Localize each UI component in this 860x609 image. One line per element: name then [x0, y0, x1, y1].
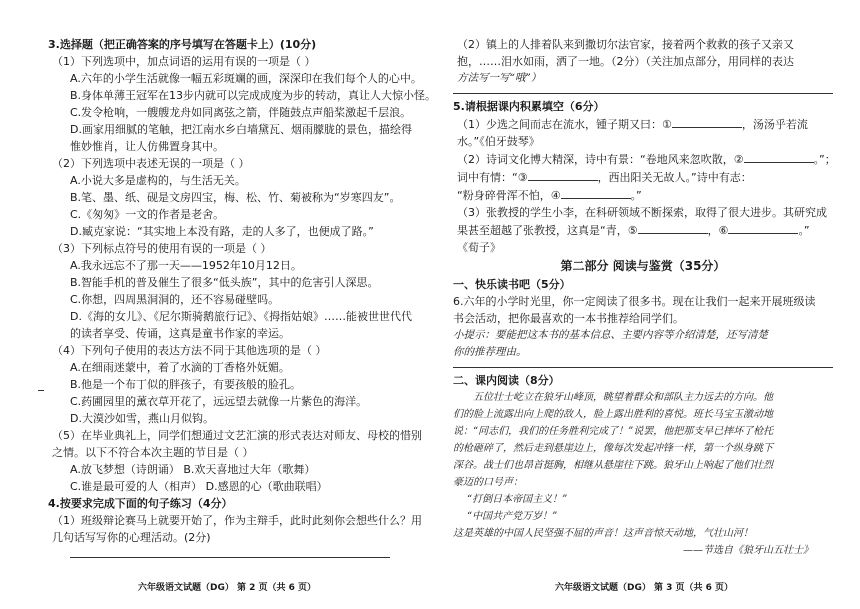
q6-line-1: 6.六年的小学时光里，你一定阅读了很多书。现在让我们一起来开展班级读: [453, 295, 816, 308]
passage-last: 这是英雄的中国人民坚强不屈的声音！这声音惊天动地，气壮山河！: [453, 528, 753, 539]
page-2-line: A.小说大多是虚构的，与生活无关。: [70, 174, 246, 187]
page-2-content: [48, 36, 437, 546]
page-2-line: 之情。以下不符合本次主题的节目是（ ）: [52, 446, 254, 459]
q5-line-2: 水。”《伯牙鼓琴》: [457, 135, 540, 148]
q5-line-7: 果甚至超越了张教授，这真是“青，⑤ ，⑥ 。”: [453, 221, 833, 239]
page-2-line: B.他是一个布丁似的胖孩子，有要孩般的脸孔。: [70, 378, 302, 391]
page-2-line: B.身体单薄王冠军在13步内就可以完成成度为步的转动，真让人大惊小怪。: [70, 89, 437, 102]
page-2-line: B.智能手机的普及催生了很多“低头族”，其中的危害引人深思。: [70, 276, 379, 289]
q6-line-2: 书会活动，把你最喜欢的一本书推荐给同学们。: [453, 312, 684, 325]
q5-line-4: 词中有情：“③ ，西出阳关无故人。”诗中有志：: [453, 168, 833, 186]
q5-line-5: “粉身碎骨浑不怕，④ 。”: [453, 186, 833, 204]
page-2-footer: 六年级语文试题（DG） 第 2 页（共 6 页）: [138, 583, 317, 593]
blank-4[interactable]: [561, 186, 631, 199]
passage-shout-2: “中国共产党万岁！”: [467, 511, 558, 522]
page-3-line: 方法写一写“哦”）: [457, 72, 542, 84]
page-3-line: 抱，……泪水如雨，洒了一地。（2分）（关注加点部分，用同样的表达: [457, 55, 794, 68]
page-2-line: D.大漠沙如雪，燕山月似钩。: [70, 412, 214, 425]
q6-hint-1: 小提示：要能把这本书的基本信息、主要内容等介绍清楚，还写清楚: [453, 329, 768, 341]
answer-line: [453, 367, 833, 368]
blank-5[interactable]: [638, 221, 708, 234]
blank-2[interactable]: [744, 150, 814, 163]
passage-line: 豪迈的口号声：: [453, 477, 523, 488]
page-2-line: C.你想，四周黑洞洞的，还不容易碰壁吗。: [70, 293, 280, 306]
blank-6[interactable]: [728, 221, 798, 234]
page-2-line: （1）下列选项中，加点词语的运用有误的一项是（ ）: [52, 55, 316, 68]
q5-line-3: （2）诗词文化博大精深，诗中有景：“卷地风来忽吹散，② 。”；: [453, 150, 833, 168]
passage-source: ——节选自《狼牙山五壮士》: [683, 545, 813, 556]
q5-line-1: （1）少选之间而志在流水，锺子期又曰：① ，汤汤乎若流: [453, 115, 833, 133]
page-2-line: 3.选择题（把正确答案的序号填写在答题卡上）(10分): [48, 38, 317, 51]
passage-line: 的枪砸碎了，然后走到悬崖边上，像每次发起冲锋一样，第一个纵身跳下: [453, 443, 773, 454]
margin-mark: [38, 390, 44, 391]
page-2-line: A.在细雨迷蒙中，着了水滴的丁香格外妩媚。: [70, 361, 290, 374]
page-3: [425, 0, 860, 609]
page-2-line: C.谁是最可爱的人（相声） D.感恩的心（歌曲联唱）: [70, 480, 328, 493]
part-2-title: 第二部分 阅读与鉴赏（35分）: [560, 259, 726, 273]
page-2-line: 几句话写写你的心理活动。(2分): [52, 531, 211, 544]
page-2-line: C.发令枪响，一艘艘龙舟如同离弦之箭，伴随鼓点声船桨激起千层浪。: [70, 106, 412, 119]
page-2-line: B.笔、墨、纸、砚是文房四宝，梅、松、竹、菊被称为“岁寒四友”。: [70, 191, 401, 204]
page-2-line: （2）下列选项中表述无误的一项是（ ）: [52, 157, 250, 170]
section-2-title: 二、课内阅读（8分）: [453, 374, 560, 387]
passage-shout-1: “打倒日本帝国主义！”: [467, 494, 568, 505]
answer-line: [70, 557, 390, 558]
answer-line: [453, 93, 833, 94]
page-2-line: D.画家用细腻的笔触，把江南水乡白墙黛瓦、烟雨朦胧的景色，描绘得: [70, 123, 412, 136]
page-2-line: （4）下列句子使用的表达方法不同于其他选项的是（ ）: [52, 344, 327, 357]
passage-line: 五位壮士屹立在狼牙山峰顶，眺望着群众和部队主力远去的方向。他: [473, 392, 773, 403]
q5-line-8: 《荀子》: [457, 241, 501, 254]
page-2-line: 4.按要求完成下面的句子练习（4分）: [48, 497, 233, 510]
reading-passage: [453, 389, 833, 491]
blank-3[interactable]: [528, 168, 598, 181]
page-2-line: （3）下列标点符号的使用有误的一项是（ ）: [52, 242, 272, 255]
passage-line: 说：“同志们，我们的任务胜利完成了！”说罢，他把那支早已摔坏了枪托: [453, 426, 774, 437]
page-2-line: D.臧克家说：“其实地上本没有路，走的人多了，也便成了路。”: [70, 225, 374, 238]
q6-hint-2: 你的推荐理由。: [453, 346, 527, 358]
blank-1[interactable]: [672, 115, 742, 128]
page-3-line: （2）镇上的人排着队来到撒切尔法官家，接着两个救救的孩子又亲又: [457, 38, 794, 51]
page-2-line: A.六年的小学生活就像一幅五彩斑斓的画，深深印在我们每个人的心中。: [70, 72, 422, 85]
page-3-content: [453, 36, 836, 559]
q5-title: 5.请根据课内积累填空（6分）: [453, 100, 605, 113]
q5-line-6: （3）张教授的学生小李，在科研领域不断探索，取得了很大进步。其研究成: [457, 206, 827, 219]
page-2-line: 的读者享受、传诵，这真是童书作家的幸运。: [70, 327, 290, 340]
page-2-line: C.药圃园里的薰衣草开花了，远远望去就像一片紫色的海洋。: [70, 395, 368, 408]
page-2-line: 惟妙惟肖，让人仿佛置身其中。: [70, 140, 224, 153]
passage-line: 们的脸上流露出向上爬的敌人，脸上露出胜利的喜悦。班长马宝玉激动地: [453, 409, 773, 420]
page-2-line: （5）在毕业典礼上，同学们想通过文艺汇演的形式表达对师友、母校的惜别: [52, 429, 422, 442]
page-3-footer: 六年级语文试题（DG） 第 3 页（共 6 页）: [555, 583, 734, 593]
page-2-line: C.《匆匆》一文的作者是老舍。: [70, 208, 225, 221]
page-2-line: A.放飞梦想（诗朗诵） B.欢天喜地过大年（歌舞）: [70, 463, 316, 476]
page-2-line: （1）班级辩论赛马上就要开始了，作为主辩手，此时此刻你会想些什么？用: [52, 514, 422, 527]
page-2-line: A.我永远忘不了那一天——1952年10月12日。: [70, 259, 302, 272]
passage-line: 深谷。战士们也昂首挺胸，相继从悬崖往下跳。狼牙山上响起了他们壮烈: [453, 460, 773, 471]
section-1-title: 一、快乐读书吧（5分）: [453, 278, 571, 291]
page-2-line: D.《海的女儿》、《尼尔斯骑鹅旅行记》、《拇指姑娘》……能被世世代代: [70, 310, 412, 323]
